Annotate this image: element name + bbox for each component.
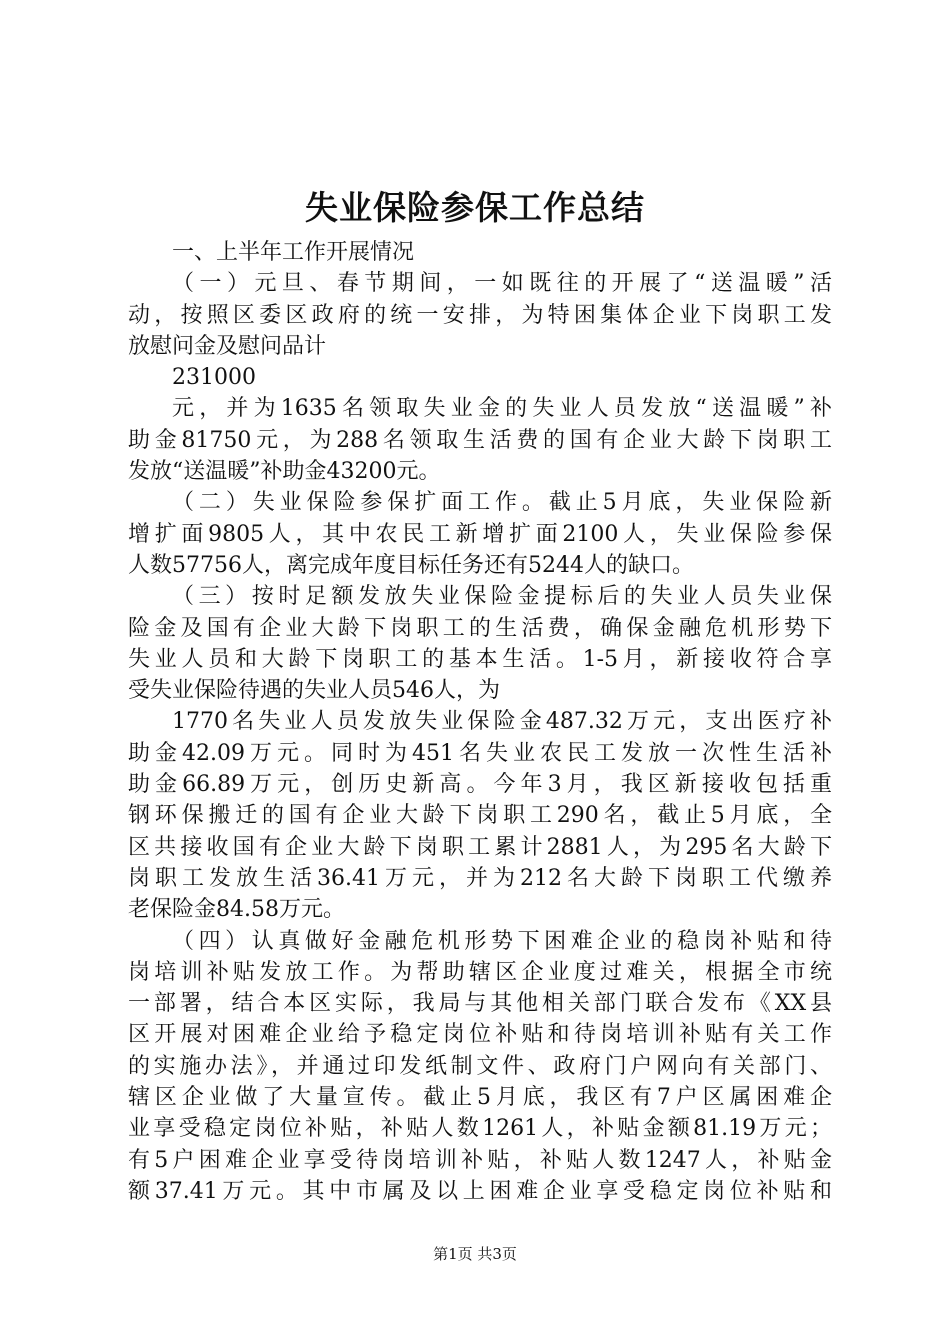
body-text-line: （四）认真做好金融危机形势下困难企业的稳岗补贴和待 [172, 928, 832, 954]
document-title: 失业保险参保工作总结 [305, 188, 645, 227]
body-text-line: 险金及国有企业大龄下岗职工的生活费，确保金融危机形势下 [128, 615, 832, 641]
body-text-line: 岗培训补贴发放工作。为帮助辖区企业度过难关，根据全市统 [128, 959, 832, 985]
page-footer: 第1页 共3页 [433, 1245, 517, 1263]
body-text-line: 老保险金84.58万元。 [128, 897, 345, 923]
body-text-line: 一部署，结合本区实际，我局与其他相关部门联合发布《XX县 [128, 991, 832, 1017]
body-text-line: 助金81750元，为288名领取生活费的国有企业大龄下岗职工 [128, 427, 832, 453]
body-text-line: 放慰问金及慰问品计 [128, 333, 327, 359]
body-text-line: 辖区企业做了大量宣传。截止5月底，我区有7户区属困难企 [128, 1085, 832, 1111]
body-text-line: 区共接收国有企业大龄下岗职工累计2881人，为295名大龄下 [128, 834, 832, 860]
body-text-line: 助金42.09万元。同时为451名失业农民工发放一次性生活补 [128, 740, 832, 766]
body-text-line: 钢环保搬迁的国有企业大龄下岗职工290名，截止5月底，全 [128, 803, 832, 829]
body-text-line: 元，并为1635名领取失业金的失业人员发放“送温暖”补 [172, 396, 832, 422]
body-text-line: （一）元旦、春节期间，一如既往的开展了“送温暖”活 [172, 271, 832, 297]
body-text-line: 231000 [172, 365, 256, 391]
body-text-line: 人数57756人，离完成年度目标任务还有5244人的缺口。 [128, 552, 694, 578]
body-text-line: 一、上半年工作开展情况 [172, 240, 415, 265]
body-text-line: 增扩面9805人，其中农民工新增扩面2100人，失业保险参保 [128, 521, 832, 547]
body-text-line: 额37.41万元。其中市属及以上困难企业享受稳定岗位补贴和 [128, 1178, 832, 1204]
body-text-line: 发放“送温暖”补助金43200元。 [128, 459, 441, 485]
body-text-line: （二）失业保险参保扩面工作。截止5月底，失业保险新 [172, 490, 832, 516]
body-text-line: 业享受稳定岗位补贴，补贴人数1261人，补贴金额81.19万元； [128, 1116, 832, 1142]
body-text-line: （三）按时足额发放失业保险金提标后的失业人员失业保 [172, 584, 832, 610]
body-text-line: 失业人员和大龄下岗职工的基本生活。1-5月，新接收符合享 [128, 646, 832, 672]
body-text-line: 区开展对困难企业给予稳定岗位补贴和待岗培训补贴有关工作 [128, 1022, 832, 1048]
body-text-line: 的实施办法》，并通过印发纸制文件、政府门户网向有关部门、 [128, 1053, 832, 1079]
document-body [128, 237, 832, 1207]
body-text-line: 动，按照区委区政府的统一安排，为特困集体企业下岗职工发 [128, 302, 832, 328]
body-text-line: 1770名失业人员发放失业保险金487.32万元，支出医疗补 [172, 709, 832, 735]
body-text-line: 受失业保险待遇的失业人员546人，为 [128, 678, 500, 704]
body-text-line: 有5户困难企业享受待岗培训补贴，补贴人数1247人，补贴金 [128, 1147, 832, 1173]
body-text-line: 岗职工发放生活36.41万元，并为212名大龄下岗职工代缴养 [128, 865, 832, 891]
body-text-line: 助金66.89万元，创历史新高。今年3月，我区新接收包括重 [128, 772, 832, 798]
